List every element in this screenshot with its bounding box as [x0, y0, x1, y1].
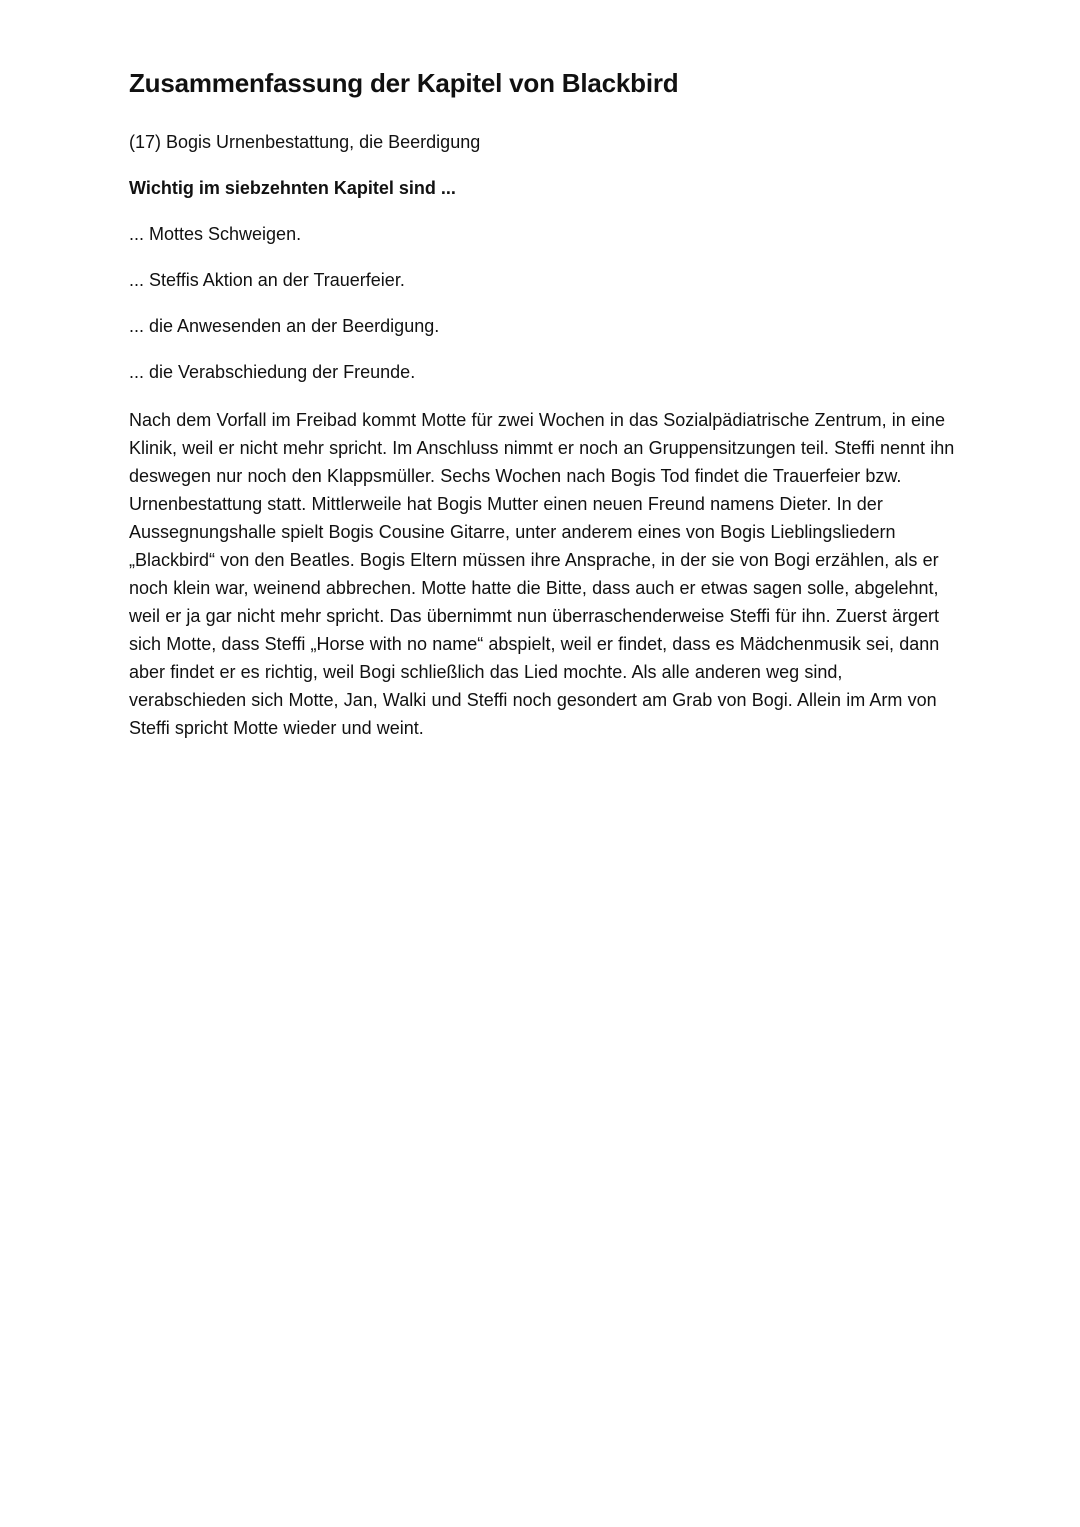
list-item: ... die Anwesenden an der Beerdigung.: [129, 316, 440, 336]
important-points-heading: Wichtig im siebzehnten Kapitel sind ...: [129, 178, 456, 198]
chapter-summary-paragraph: Nach dem Vorfall im Freibad kommt Motte für zwei Wochen in das Sozialpädiatrische Zentrum, in eine Klinik, weil er nicht mehr spricht. Im Anschluss nimmt er noch an Gruppensitzungen teil. Steffi nennt ihn deswegen nur noch den Klappsmüller. Sechs Wochen nach Bogis Tod findet die Trauerfeier bzw. Urnenbestattung statt. Mittlerweile hat Bogis Mutter einen neuen Freund namens Dieter. In der Aussegnungshalle spielt Bogis Cousine Gitarre, unter anderem eines von Bogis Lieblingsliedern „Blackbird“ von den Beatles. Bogis Eltern müssen ihre Ansprache, in der sie von Bogi erzählen, als er noch klein war, weinend abbrechen. Motte hatte die Bitte, dass auch er etwas sagen solle, abgelehnt, weil er ja gar nicht mehr spricht. Das übernimmt nun überraschenderweise Steffi für ihn. Zuerst ärgert sich Motte, dass Steffi „Horse with no name“ abspielt, weil er findet, dass es Mädchenmusik sei, dann aber findet er es richtig, weil Bogi schließlich das Lied mochte. Als alle anderen weg sind, verabschieden sich Motte, Jan, Walki und Steffi noch gesondert am Grab von Bogi. Allein im Arm von Steffi spricht Motte wieder und weint.: [129, 410, 955, 738]
document-content: [129, 66, 959, 742]
document-title: Zusammenfassung der Kapitel von Blackbird: [129, 68, 679, 98]
important-points-list: [129, 222, 959, 384]
chapter-heading: (17) Bogis Urnenbestattung, die Beerdigung: [129, 132, 481, 152]
list-item: ... Mottes Schweigen.: [129, 224, 302, 244]
list-item: ... Steffis Aktion an der Trauerfeier.: [129, 270, 405, 290]
list-item: ... die Verabschiedung der Freunde.: [129, 362, 416, 382]
